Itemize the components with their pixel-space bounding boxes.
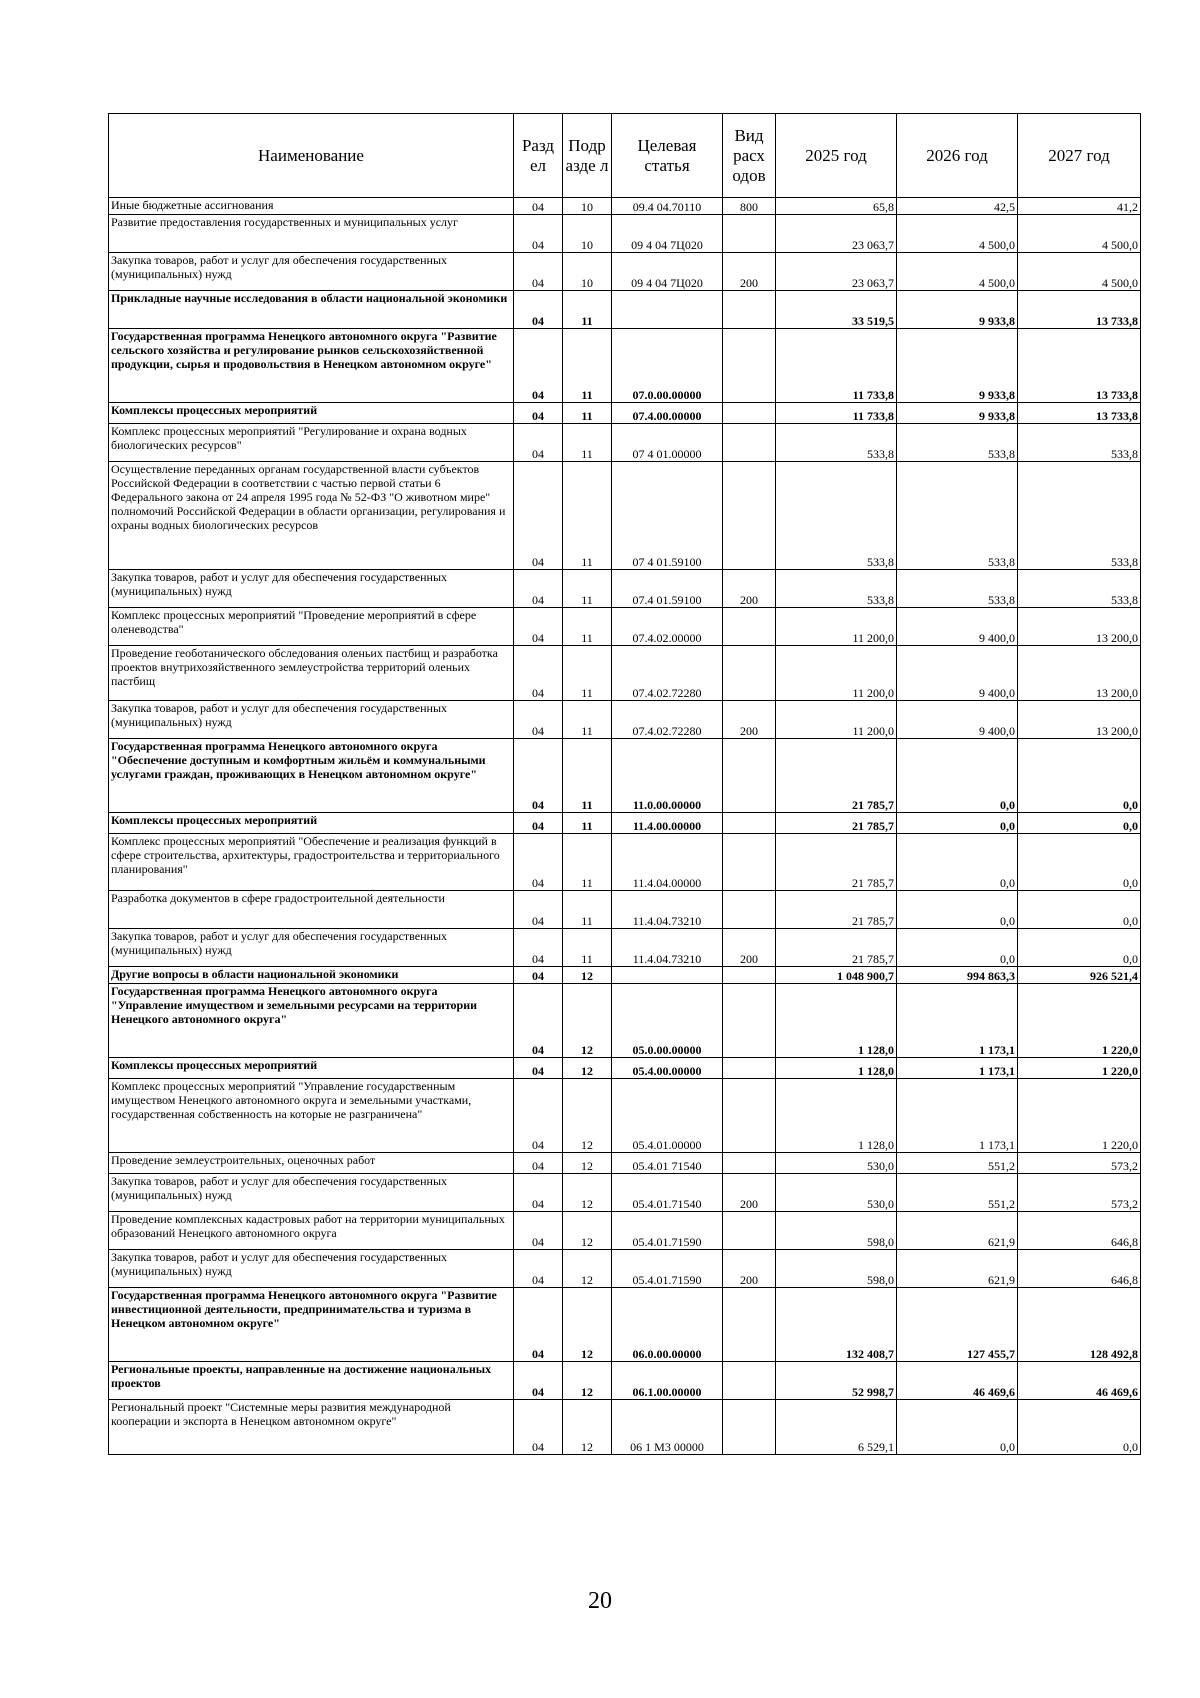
row-amount-2026: 9 933,8 <box>897 291 1018 329</box>
table-row <box>109 1288 1141 1362</box>
row-name: Развитие предоставления государственных и муниципальных услуг <box>109 215 514 253</box>
row-subsection: 10 <box>563 198 612 215</box>
row-name: Государственная программа Ненецкого автономного округа "Развитие сельского хозяйства и регулирование рынков сельскохозяйственной продукции, сырья и продовольствия в Ненецком автономном округе" <box>109 329 514 403</box>
row-amount-2026: 1 173,1 <box>897 984 1018 1058</box>
row-name: Комплексы процессных мероприятий <box>109 1058 514 1079</box>
row-amount-2027: 1 220,0 <box>1018 984 1141 1058</box>
row-expense-type <box>723 967 776 984</box>
row-amount-2027: 13 200,0 <box>1018 608 1141 646</box>
row-amount-2025: 23 063,7 <box>776 253 897 291</box>
row-amount-2025: 11 733,8 <box>776 329 897 403</box>
row-amount-2025: 598,0 <box>776 1250 897 1288</box>
row-target-article: 07.0.00.00000 <box>612 329 723 403</box>
row-target-article: 06.1.00.00000 <box>612 1362 723 1400</box>
table-body <box>109 198 1141 1455</box>
row-amount-2027: 646,8 <box>1018 1250 1141 1288</box>
row-target-article: 11.4.00.00000 <box>612 813 723 834</box>
row-name: Осуществление переданных органам государственной власти субъектов Российской Федерации в соответствии с частью первой статьи 6 Федерального закона от 24 апреля 1995 года № 52-ФЗ "О животном мире" полномочий Российской Федерации в области организации, регулирования и охраны водных биологических ресурсов <box>109 462 514 570</box>
row-name: Комплекс процессных мероприятий "Проведение мероприятий в сфере оленеводства" <box>109 608 514 646</box>
row-subsection: 10 <box>563 253 612 291</box>
row-amount-2025: 23 063,7 <box>776 215 897 253</box>
row-subsection: 11 <box>563 929 612 967</box>
table-row <box>109 1212 1141 1250</box>
row-amount-2025: 533,8 <box>776 424 897 462</box>
row-section: 04 <box>514 646 563 701</box>
row-amount-2027: 0,0 <box>1018 891 1141 929</box>
header-target-article: Целевая статья <box>612 114 723 198</box>
row-subsection: 12 <box>563 1058 612 1079</box>
table-row <box>109 1058 1141 1079</box>
row-subsection: 12 <box>563 1362 612 1400</box>
row-name: Другие вопросы в области национальной экономики <box>109 967 514 984</box>
row-amount-2026: 0,0 <box>897 834 1018 891</box>
row-expense-type: 200 <box>723 253 776 291</box>
row-amount-2026: 9 400,0 <box>897 608 1018 646</box>
row-expense-type <box>723 403 776 424</box>
row-target-article: 07 4 01.59100 <box>612 462 723 570</box>
row-expense-type: 200 <box>723 1250 776 1288</box>
row-amount-2026: 621,9 <box>897 1250 1018 1288</box>
row-target-article <box>612 967 723 984</box>
row-section: 04 <box>514 1362 563 1400</box>
row-section: 04 <box>514 1400 563 1455</box>
row-amount-2027: 0,0 <box>1018 813 1141 834</box>
row-expense-type <box>723 984 776 1058</box>
row-amount-2027: 13 733,8 <box>1018 403 1141 424</box>
row-amount-2026: 4 500,0 <box>897 253 1018 291</box>
row-amount-2027: 573,2 <box>1018 1153 1141 1174</box>
row-expense-type: 800 <box>723 198 776 215</box>
row-expense-type: 200 <box>723 929 776 967</box>
header-year-2025: 2025 год <box>776 114 897 198</box>
row-amount-2027: 1 220,0 <box>1018 1079 1141 1153</box>
row-expense-type <box>723 646 776 701</box>
table-row <box>109 1400 1141 1455</box>
row-target-article: 05.4.01.71540 <box>612 1174 723 1212</box>
row-section: 04 <box>514 739 563 813</box>
table-row <box>109 1250 1141 1288</box>
row-name: Закупка товаров, работ и услуг для обеспечения государственных (муниципальных) нужд <box>109 1250 514 1288</box>
table-row <box>109 891 1141 929</box>
row-amount-2025: 533,8 <box>776 462 897 570</box>
row-section: 04 <box>514 813 563 834</box>
row-subsection: 12 <box>563 1250 612 1288</box>
row-target-article: 06.0.00.00000 <box>612 1288 723 1362</box>
table-row <box>109 215 1141 253</box>
row-expense-type: 200 <box>723 1174 776 1212</box>
row-expense-type <box>723 462 776 570</box>
table-row <box>109 329 1141 403</box>
row-amount-2025: 21 785,7 <box>776 813 897 834</box>
row-subsection: 12 <box>563 1174 612 1212</box>
row-amount-2026: 621,9 <box>897 1212 1018 1250</box>
row-name: Прикладные научные исследования в области национальной экономики <box>109 291 514 329</box>
table-row <box>109 291 1141 329</box>
row-name: Разработка документов в сфере градостроительной деятельности <box>109 891 514 929</box>
row-amount-2026: 9 400,0 <box>897 646 1018 701</box>
row-expense-type <box>723 1058 776 1079</box>
row-amount-2027: 533,8 <box>1018 424 1141 462</box>
row-name: Закупка товаров, работ и услуг для обеспечения государственных (муниципальных) нужд <box>109 929 514 967</box>
row-amount-2027: 13 733,8 <box>1018 329 1141 403</box>
row-subsection: 10 <box>563 215 612 253</box>
row-target-article: 11.4.04.00000 <box>612 834 723 891</box>
row-subsection: 11 <box>563 813 612 834</box>
row-subsection: 12 <box>563 1079 612 1153</box>
row-subsection: 11 <box>563 608 612 646</box>
row-amount-2025: 6 529,1 <box>776 1400 897 1455</box>
row-amount-2027: 13 200,0 <box>1018 646 1141 701</box>
row-target-article: 05.4.01.00000 <box>612 1079 723 1153</box>
row-target-article <box>612 291 723 329</box>
row-expense-type <box>723 424 776 462</box>
table-row <box>109 701 1141 739</box>
budget-table-container <box>108 113 1141 1455</box>
row-subsection: 11 <box>563 403 612 424</box>
row-section: 04 <box>514 891 563 929</box>
row-target-article: 11.4.04.73210 <box>612 929 723 967</box>
row-amount-2025: 11 200,0 <box>776 701 897 739</box>
row-subsection: 11 <box>563 646 612 701</box>
row-amount-2027: 41,2 <box>1018 198 1141 215</box>
row-expense-type <box>723 215 776 253</box>
row-subsection: 12 <box>563 984 612 1058</box>
row-expense-type <box>723 891 776 929</box>
row-section: 04 <box>514 1174 563 1212</box>
row-amount-2025: 530,0 <box>776 1153 897 1174</box>
row-section: 04 <box>514 834 563 891</box>
row-section: 04 <box>514 424 563 462</box>
row-amount-2025: 11 200,0 <box>776 608 897 646</box>
row-amount-2027: 128 492,8 <box>1018 1288 1141 1362</box>
row-subsection: 12 <box>563 967 612 984</box>
row-amount-2025: 33 519,5 <box>776 291 897 329</box>
row-section: 04 <box>514 984 563 1058</box>
table-row <box>109 608 1141 646</box>
row-amount-2027: 926 521,4 <box>1018 967 1141 984</box>
budget-table <box>108 113 1141 1455</box>
table-row <box>109 424 1141 462</box>
row-section: 04 <box>514 1079 563 1153</box>
row-section: 04 <box>514 329 563 403</box>
row-subsection: 12 <box>563 1153 612 1174</box>
row-name: Иные бюджетные ассигнования <box>109 198 514 215</box>
table-row <box>109 1079 1141 1153</box>
row-name: Государственная программа Ненецкого автономного округа "Развитие инвестиционной деятельности, предпринимательства и туризма в Ненецком автономном округе" <box>109 1288 514 1362</box>
row-amount-2027: 573,2 <box>1018 1174 1141 1212</box>
table-row <box>109 646 1141 701</box>
row-amount-2027: 4 500,0 <box>1018 253 1141 291</box>
table-row <box>109 253 1141 291</box>
row-amount-2025: 1 128,0 <box>776 984 897 1058</box>
row-section: 04 <box>514 1153 563 1174</box>
row-expense-type: 200 <box>723 701 776 739</box>
row-amount-2025: 21 785,7 <box>776 929 897 967</box>
row-amount-2026: 0,0 <box>897 929 1018 967</box>
row-amount-2027: 46 469,6 <box>1018 1362 1141 1400</box>
row-expense-type <box>723 291 776 329</box>
row-target-article: 06 1 М3 00000 <box>612 1400 723 1455</box>
row-amount-2027: 0,0 <box>1018 1400 1141 1455</box>
row-target-article: 05.4.01.71590 <box>612 1212 723 1250</box>
header-year-2027: 2027 год <box>1018 114 1141 198</box>
row-target-article: 05.0.00.00000 <box>612 984 723 1058</box>
row-target-article: 05.4.00.00000 <box>612 1058 723 1079</box>
row-expense-type <box>723 329 776 403</box>
row-amount-2025: 11 200,0 <box>776 646 897 701</box>
row-section: 04 <box>514 462 563 570</box>
row-section: 04 <box>514 1058 563 1079</box>
row-subsection: 12 <box>563 1400 612 1455</box>
row-amount-2025: 1 128,0 <box>776 1058 897 1079</box>
row-amount-2025: 132 408,7 <box>776 1288 897 1362</box>
row-name: Проведение геоботанического обследования оленьих пастбищ и разработка проектов внутрихозяйственного землеустройства территорий оленьих пастбищ <box>109 646 514 701</box>
row-section: 04 <box>514 253 563 291</box>
row-target-article: 07 4 01.00000 <box>612 424 723 462</box>
row-amount-2027: 0,0 <box>1018 739 1141 813</box>
row-expense-type <box>723 1400 776 1455</box>
table-row <box>109 570 1141 608</box>
row-amount-2027: 13 200,0 <box>1018 701 1141 739</box>
row-amount-2027: 533,8 <box>1018 570 1141 608</box>
row-amount-2025: 21 785,7 <box>776 739 897 813</box>
row-target-article: 07.4.02.00000 <box>612 608 723 646</box>
row-target-article: 07.4.02.72280 <box>612 646 723 701</box>
table-row <box>109 1362 1141 1400</box>
row-name: Региональный проект "Системные меры развития международной кооперации и экспорта в Ненецком автономном округе" <box>109 1400 514 1455</box>
row-amount-2026: 42,5 <box>897 198 1018 215</box>
row-amount-2025: 1 128,0 <box>776 1079 897 1153</box>
row-expense-type <box>723 834 776 891</box>
row-name: Проведение комплексных кадастровых работ на территории муниципальных образований Ненецкого автономного округа <box>109 1212 514 1250</box>
row-section: 04 <box>514 215 563 253</box>
row-name: Комплекс процессных мероприятий "Обеспечение и реализация функций в сфере строительства, архитектуры, градостроительства и территориального планирования" <box>109 834 514 891</box>
row-name: Закупка товаров, работ и услуг для обеспечения государственных (муниципальных) нужд <box>109 1174 514 1212</box>
row-subsection: 11 <box>563 291 612 329</box>
row-subsection: 11 <box>563 834 612 891</box>
row-target-article: 07.4.02.72280 <box>612 701 723 739</box>
row-amount-2026: 1 173,1 <box>897 1079 1018 1153</box>
row-amount-2027: 646,8 <box>1018 1212 1141 1250</box>
row-subsection: 11 <box>563 570 612 608</box>
page-number: 20 <box>588 1588 612 1614</box>
row-amount-2026: 46 469,6 <box>897 1362 1018 1400</box>
table-header-row <box>109 114 1141 198</box>
row-amount-2026: 533,8 <box>897 424 1018 462</box>
row-section: 04 <box>514 570 563 608</box>
row-subsection: 11 <box>563 329 612 403</box>
row-subsection: 11 <box>563 891 612 929</box>
row-amount-2026: 127 455,7 <box>897 1288 1018 1362</box>
header-name: Наименование <box>109 114 514 198</box>
table-row <box>109 462 1141 570</box>
header-subsection: Подр азде л <box>563 114 612 198</box>
row-section: 04 <box>514 967 563 984</box>
table-row <box>109 739 1141 813</box>
row-amount-2025: 21 785,7 <box>776 834 897 891</box>
row-amount-2026: 551,2 <box>897 1153 1018 1174</box>
row-subsection: 11 <box>563 739 612 813</box>
row-amount-2027: 533,8 <box>1018 462 1141 570</box>
row-name: Закупка товаров, работ и услуг для обеспечения государственных (муниципальных) нужд <box>109 253 514 291</box>
row-name: Закупка товаров, работ и услуг для обеспечения государственных (муниципальных) нужд <box>109 570 514 608</box>
row-amount-2026: 1 173,1 <box>897 1058 1018 1079</box>
header-section: Разд ел <box>514 114 563 198</box>
row-amount-2026: 0,0 <box>897 891 1018 929</box>
row-amount-2026: 994 863,3 <box>897 967 1018 984</box>
row-subsection: 11 <box>563 462 612 570</box>
row-subsection: 11 <box>563 424 612 462</box>
row-amount-2025: 21 785,7 <box>776 891 897 929</box>
row-target-article: 11.0.00.00000 <box>612 739 723 813</box>
row-amount-2027: 4 500,0 <box>1018 215 1141 253</box>
row-section: 04 <box>514 1250 563 1288</box>
row-amount-2026: 533,8 <box>897 462 1018 570</box>
row-name: Комплексы процессных мероприятий <box>109 403 514 424</box>
row-target-article: 07.4.00.00000 <box>612 403 723 424</box>
row-name: Комплекс процессных мероприятий "Управление государственным имуществом Ненецкого автономного округа и земельными участками, государственная собственность на которые не разграничена" <box>109 1079 514 1153</box>
row-amount-2026: 9 933,8 <box>897 403 1018 424</box>
row-expense-type: 200 <box>723 570 776 608</box>
header-expense-type: Вид расх одов <box>723 114 776 198</box>
row-section: 04 <box>514 701 563 739</box>
row-amount-2025: 530,0 <box>776 1174 897 1212</box>
row-section: 04 <box>514 1288 563 1362</box>
row-amount-2026: 4 500,0 <box>897 215 1018 253</box>
row-target-article: 09.4 04.70110 <box>612 198 723 215</box>
row-expense-type <box>723 608 776 646</box>
row-amount-2025: 52 998,7 <box>776 1362 897 1400</box>
row-amount-2025: 65,8 <box>776 198 897 215</box>
row-expense-type <box>723 1212 776 1250</box>
row-amount-2025: 11 733,8 <box>776 403 897 424</box>
row-name: Региональные проекты, направленные на достижение национальных проектов <box>109 1362 514 1400</box>
row-amount-2027: 13 733,8 <box>1018 291 1141 329</box>
row-amount-2027: 0,0 <box>1018 834 1141 891</box>
row-name: Государственная программа Ненецкого автономного округа "Обеспечение доступным и комфортным жильём и коммунальными услугами граждан, проживающих в Ненецком автономном округе" <box>109 739 514 813</box>
row-amount-2026: 0,0 <box>897 1400 1018 1455</box>
row-target-article: 11.4.04.73210 <box>612 891 723 929</box>
row-section: 04 <box>514 291 563 329</box>
row-name: Комплексы процессных мероприятий <box>109 813 514 834</box>
row-amount-2026: 9 400,0 <box>897 701 1018 739</box>
row-target-article: 05.4.01 71540 <box>612 1153 723 1174</box>
row-subsection: 12 <box>563 1212 612 1250</box>
row-amount-2025: 533,8 <box>776 570 897 608</box>
row-amount-2025: 598,0 <box>776 1212 897 1250</box>
table-row <box>109 1174 1141 1212</box>
table-row <box>109 198 1141 215</box>
table-row <box>109 834 1141 891</box>
table-row <box>109 403 1141 424</box>
row-amount-2026: 551,2 <box>897 1174 1018 1212</box>
row-section: 04 <box>514 403 563 424</box>
header-year-2026: 2026 год <box>897 114 1018 198</box>
row-expense-type <box>723 1362 776 1400</box>
row-name: Комплекс процессных мероприятий "Регулирование и охрана водных биологических ресурсов" <box>109 424 514 462</box>
row-name: Закупка товаров, работ и услуг для обеспечения государственных (муниципальных) нужд <box>109 701 514 739</box>
table-row <box>109 813 1141 834</box>
row-subsection: 11 <box>563 701 612 739</box>
row-target-article: 07.4 01.59100 <box>612 570 723 608</box>
row-amount-2026: 533,8 <box>897 570 1018 608</box>
row-amount-2027: 1 220,0 <box>1018 1058 1141 1079</box>
row-amount-2027: 0,0 <box>1018 929 1141 967</box>
row-name: Государственная программа Ненецкого автономного округа "Управление имуществом и земельными ресурсами на территории Ненецкого автономного округа" <box>109 984 514 1058</box>
row-subsection: 12 <box>563 1288 612 1362</box>
row-amount-2025: 1 048 900,7 <box>776 967 897 984</box>
row-expense-type <box>723 1153 776 1174</box>
row-expense-type <box>723 739 776 813</box>
row-amount-2026: 0,0 <box>897 813 1018 834</box>
row-section: 04 <box>514 929 563 967</box>
row-section: 04 <box>514 608 563 646</box>
table-row <box>109 929 1141 967</box>
table-row <box>109 984 1141 1058</box>
table-row <box>109 967 1141 984</box>
row-amount-2026: 0,0 <box>897 739 1018 813</box>
row-section: 04 <box>514 198 563 215</box>
row-section: 04 <box>514 1212 563 1250</box>
row-expense-type <box>723 1079 776 1153</box>
row-expense-type <box>723 813 776 834</box>
row-target-article: 05.4.01.71590 <box>612 1250 723 1288</box>
table-row <box>109 1153 1141 1174</box>
row-expense-type <box>723 1288 776 1362</box>
row-amount-2026: 9 933,8 <box>897 329 1018 403</box>
row-target-article: 09 4 04 7Ц020 <box>612 253 723 291</box>
row-name: Проведение землеустроительных, оценочных работ <box>109 1153 514 1174</box>
row-target-article: 09 4 04 7Ц020 <box>612 215 723 253</box>
